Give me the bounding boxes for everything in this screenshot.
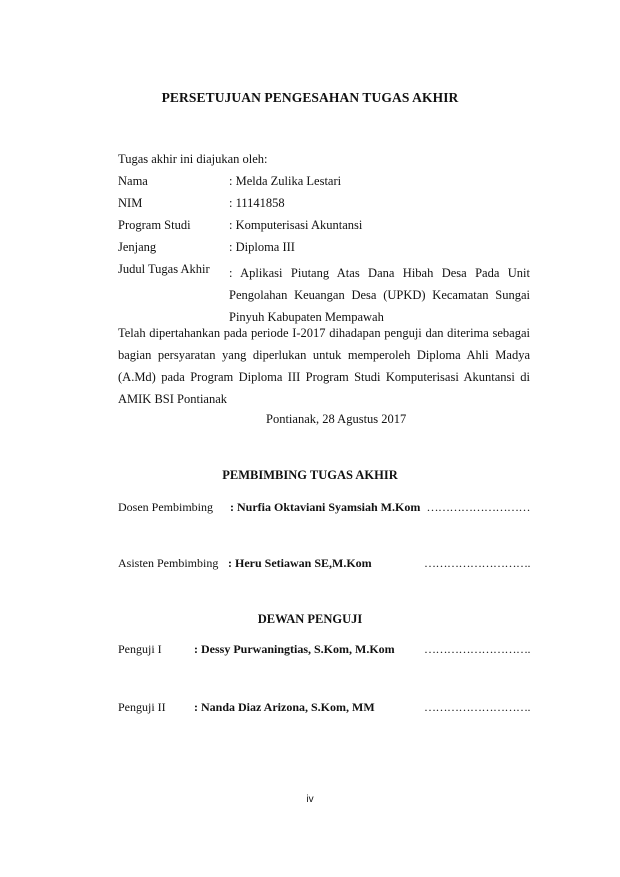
sig-label: Asisten Pembimbing: [118, 556, 219, 570]
signature-line: ………………………: [426, 500, 530, 514]
sig-name: : Nurfia Oktaviani Syamsiah M.Kom: [230, 500, 421, 514]
intro-text: Tugas akhir ini diajukan oleh:: [118, 152, 268, 166]
statement-line: bagian persyaratan yang diperlukan untuk memperoleh Diploma Ahli Madya: [118, 348, 530, 362]
judul-value: [229, 262, 530, 328]
sig-name: : Heru Setiawan SE,M.Kom: [228, 556, 372, 570]
field-label: Jenjang: [118, 240, 157, 254]
statement-line: (A.Md) pada Program Diploma III Program Studi Komputerisasi Akuntansi di: [118, 370, 530, 384]
page-number: iv: [306, 794, 314, 805]
signature-line: ……………………….: [424, 642, 530, 656]
field-value: : Melda Zulika Lestari: [229, 174, 342, 188]
signature-line: ……………………….: [424, 556, 530, 570]
field-label: Program Studi: [118, 218, 191, 232]
sig-label: Dosen Pembimbing: [118, 500, 213, 514]
statement-line: Telah dipertahankan pada periode I-2017 dihadapan penguji dan diterima sebagai: [118, 326, 530, 340]
city-date: Pontianak, 28 Agustus 2017: [266, 412, 407, 426]
judul-line: : Aplikasi Piutang Atas Dana Hibah Desa Pada Unit: [229, 266, 530, 280]
field-label: Nama: [118, 174, 148, 188]
sig-label: Penguji I: [118, 642, 162, 656]
signature-line: ……………………….: [424, 700, 530, 714]
statement-line: AMIK BSI Pontianak: [118, 392, 228, 406]
penguji-heading: DEWAN PENGUJI: [257, 612, 363, 626]
statement-paragraph: [118, 322, 530, 410]
document-title: PERSETUJUAN PENGESAHAN TUGAS AKHIR: [161, 90, 459, 105]
field-label: NIM: [118, 196, 143, 210]
sig-label: Penguji II: [118, 700, 166, 714]
field-value: : Diploma III: [229, 240, 295, 254]
pembimbing-heading: PEMBIMBING TUGAS AKHIR: [222, 468, 398, 482]
field-value: : Komputerisasi Akuntansi: [229, 218, 363, 232]
judul-line: Pinyuh Kabupaten Mempawah: [229, 310, 384, 324]
sig-name: : Dessy Purwaningtias, S.Kom, M.Kom: [194, 642, 395, 656]
sig-name: : Nanda Diaz Arizona, S.Kom, MM: [194, 700, 375, 714]
judul-line: Pengolahan Keuangan Desa (UPKD) Kecamatan Sungai: [229, 288, 530, 302]
field-value: : 11141858: [229, 196, 285, 210]
judul-label: Judul Tugas Akhir: [118, 262, 210, 276]
